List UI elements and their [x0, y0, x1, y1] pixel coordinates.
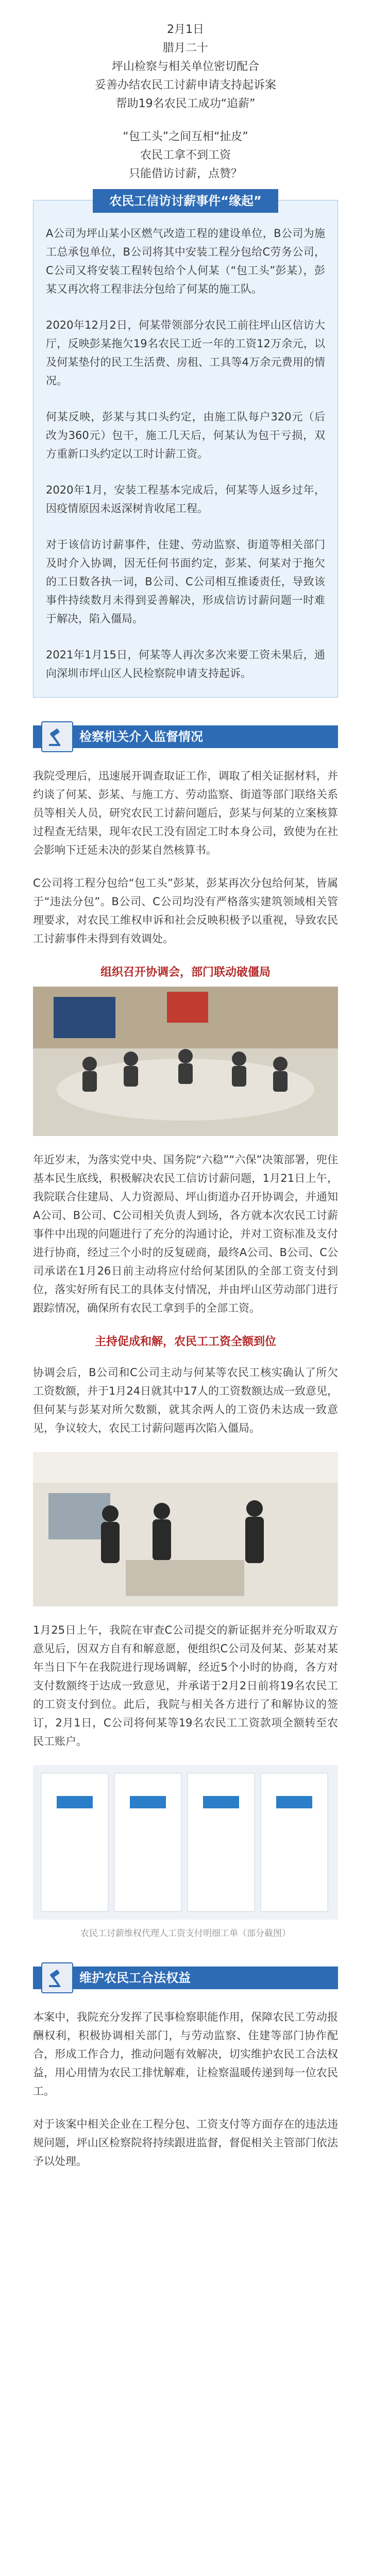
intro-line: 坪山检察与相关单位密切配合 — [111, 60, 259, 73]
body-paragraph: 我院受理后，迅速展开调查取证工作，调取了相关证据材料，并约谈了何某、彭某、与施工方、劳动监察、街道等部门联络关系员等相关人员，研究农民工讨薪问题后，彭某与何某的立案核算过程查无结果，现年农民工没有固定工时本身公司，致使为在社会影响下迁延未决的彭某自然核算书。 — [33, 770, 338, 856]
section-body — [33, 1363, 338, 1437]
intro-quote: 只能借访讨薪，点赞？ — [128, 167, 242, 180]
case-paragraph: 对于该信访讨薪事件，住建、劳动监察、街道等相关部门及时介入协调，因无任何书面约定，彭某、何某对于拖欠的工日数各执一词，B公司、C公司相互推诿责任，导致该事件持续数月未得到妥善解决，形成信访讨薪问题一时难于解决，陷入僵局。 — [46, 538, 325, 625]
section-title: 检察机关介入监督情况 — [79, 730, 203, 744]
section-header-rights — [33, 1962, 338, 1993]
intro-quote: “包工头”之间互相“扯皮” — [123, 130, 248, 143]
meeting-photo — [33, 987, 338, 1136]
section-header-supervision — [33, 721, 338, 752]
case-paragraph: 2021年1月15日，何某等人再次多次来要工资未果后，通向深圳市坪山区人民检察院申请支持起诉。 — [46, 649, 325, 680]
case-paragraph: 2020年1月，安装工程基本完成后，何某等人返乡过年，因疫情原因未返深树肯收尾工程。 — [46, 484, 325, 515]
intro-line: 腊月二十 — [162, 42, 208, 55]
intro-block — [0, 0, 371, 183]
intro-line: 妥善办结农民工讨薪申请支持起诉案 — [94, 79, 276, 92]
case-origin-card — [33, 194, 338, 698]
case-paragraph: 2020年12月2日，何某带领部分农民工前往坪山区信访大厅，反映彭某拖欠19名农民工近一年的工资12万余元，以及何某垫付的民工生活费、房租、工具等4万余元费用的情况。 — [46, 319, 325, 387]
body-paragraph: 对于该案中相关企业在工程分包、工资支付等方面存在的违法违规问题，坪山区检察院将持续跟进监督，督促相关主管部门依法予以处理。 — [33, 2118, 338, 2167]
body-paragraph: 本案中，我院充分发挥了民事检察职能作用，保障农民工劳动报酬权利，积极协调相关部门，与劳动监察、住建等部门协作配合，形成工作合力，推动问题有效解决，切实维护农民工合法权益，用心用情为农民工排忧解难，让检察温暖传递到每一位农民工。 — [33, 2011, 338, 2097]
intro-line: 帮助19名农民工成功“追薪” — [115, 97, 256, 110]
subheading: 主持促成和解，农民工工资全额到位 — [94, 1335, 276, 1348]
body-paragraph: 年近岁末，为落实党中央、国务院“六稳”“六保”决策部署，兜住基本民生底线，积极解决农民工信访讨薪问题，1月21日上午，我院联合住建局、人力资源局、坪山街道办召开协调会，并通知A公司、B公司、C公司相关负责人到场，各方就本次农民工讨薪事件中出现的问题进行了充分的沟通讨论，并对工资标准及支付进行协商，经过三个小时的反复磋商，最终A公司、B公司、C公司承诺在1月26日前主动将应付给何某团队的全部工资支付到位，落实好所有民工的具体支付情况，并由坪山区劳动部门进行跟踪情况，确保所有农民工拿到手的全部工资。 — [33, 1154, 338, 1314]
body-paragraph: C公司将工程分包给“包工头”彭某，彭某再次分包给何某，皆属于“违法分包”。B公司、C公司均没有严格落实建筑领域相关管理要求，对农民工维权申诉和社会反映积极予以重视，导致农民工讨薪事件未得到有效调处。 — [33, 877, 338, 945]
section-body — [33, 1150, 338, 1317]
receipt-screenshots — [33, 1765, 338, 1920]
gavel-icon — [41, 1962, 73, 1993]
case-paragraph: A公司为坪山某小区燃气改造工程的建设单位，B公司为施工总承包单位，B公司将其中安装工程分包给C劳务公司，C公司又将安装工程转包给个人何某（“包工头”彭某），彭某又再次将工程非法分包给了何某的施工队。 — [46, 227, 325, 295]
body-paragraph: 协调会后，B公司和C公司主动与何某等农民工核实确认了所欠工资数额，并于1月24日就其中17人的工资数额达成一致意见，但何某与彭某对所欠数额，就其余两人的工资仍未达成一致意见，争议较大，农民工讨薪问题再次陷入僵局。 — [33, 1366, 338, 1434]
section-body — [33, 1621, 338, 1751]
body-paragraph: 1月25日上午，我院在审查C公司提交的新证据并充分听取双方意见后，因双方自有和解意愿，便组织C公司及何某、彭某对某年当日下午在我院进行现场调解，经近5个小时的协商，各方对支付数额终于达成一致意见，并承诺于2月2日前将19名农民工的工资支付到位。此后，我院与相关各方进行了和解协议的签订，2月1日，C公司将何某等19名农民工工资款项全额转至农民工账户。 — [33, 1624, 338, 1748]
case-paragraph: 何某反映，彭某与其口头约定，由施工队每户320元（后改为360元）包干，施工几天后，何某认为包干亏损，双方重新口头约定以工时计薪工资。 — [46, 411, 325, 460]
section-body — [33, 767, 338, 948]
section-title: 维护农民工合法权益 — [79, 1971, 191, 1985]
section-body — [33, 2008, 338, 2171]
gavel-icon — [41, 721, 73, 752]
intro-quote: 农民工拿不到工资 — [140, 149, 231, 162]
mediation-photo — [33, 1452, 338, 1606]
subheading: 组织召开协调会，部门联动破僵局 — [100, 966, 271, 979]
case-origin-title: 农民工信访讨薪事件“缘起” — [93, 189, 278, 213]
image-caption: 农民工讨薪维权代理人工资支付明细工单（部分截图） — [80, 1928, 291, 1939]
intro-line: 2月1日 — [167, 23, 204, 36]
